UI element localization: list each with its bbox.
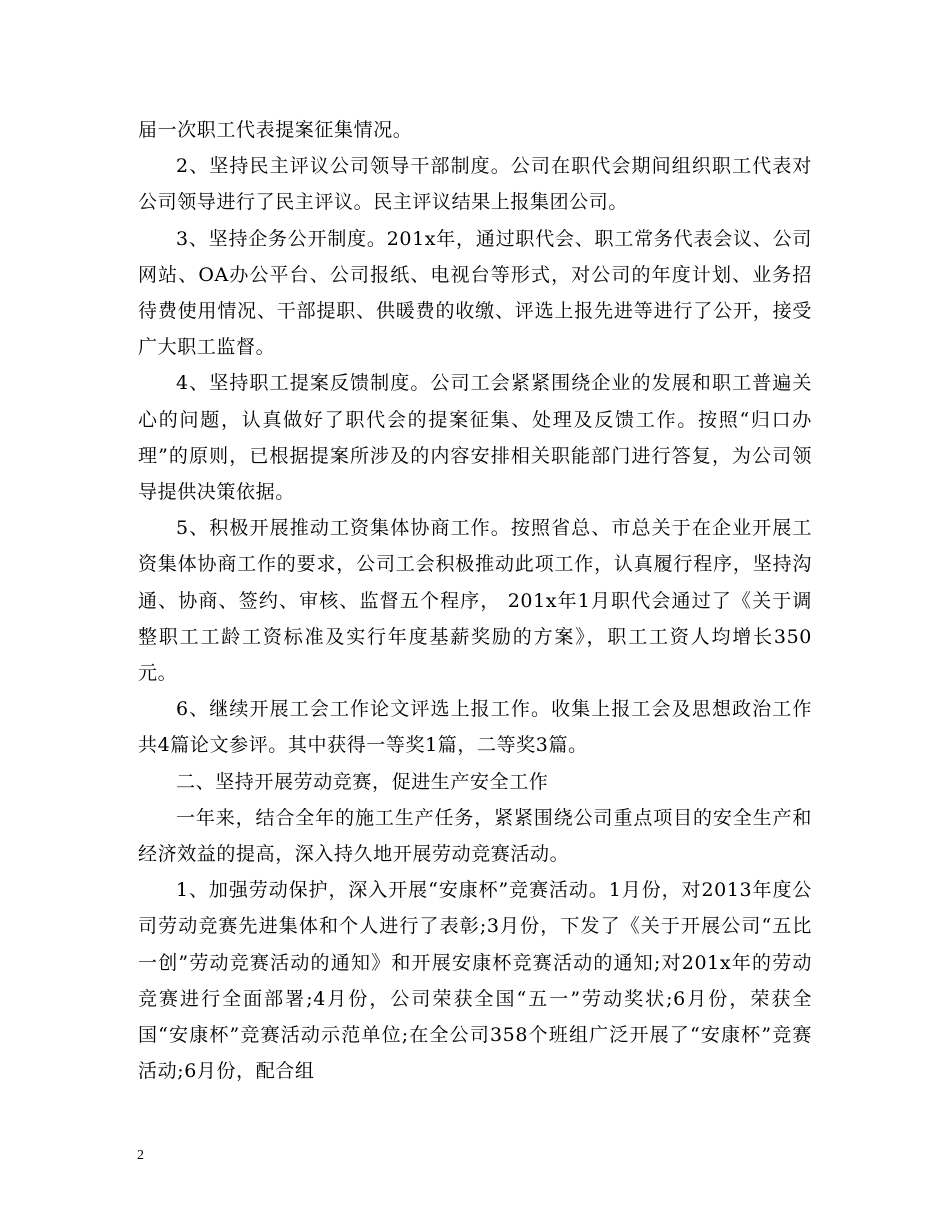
section-heading: 二、坚持开展劳动竞赛，促进生产安全工作 — [176, 770, 549, 793]
page-number: 2 — [137, 1148, 144, 1163]
paragraph-item-2: 2、坚持民主评议公司领导干部制度。公司在职代会期间组织职工代表对公司领导进行了民主评议。民主评议结果上报集团公司。 — [138, 155, 812, 214]
paragraph-continuation: 届一次职工代表提案征集情况。 — [138, 119, 413, 141]
paragraph-item-4: 4、坚持职工提案反馈制度。公司工会紧紧围绕企业的发展和职工普遍关心的问题，认真做好了职代会的提案征集、处理及反馈工作。按照“归口办理”的原则，已根据提案所涉及的内容安排相关职能部门进行答复，为公司领导提供决策依据。 — [138, 372, 812, 504]
document-body — [138, 112, 812, 1089]
paragraph-intro: 一年来，结合全年的施工生产任务，紧紧围绕公司重点项目的安全生产和经济效益的提高，深入持久地开展劳动竞赛活动。 — [138, 806, 812, 866]
paragraph-item-5: 5、积极开展推动工资集体协商工作。按照省总、市总关于在企业开展工资集体协商工作的要求，公司工会积极推动此项工作，认真履行程序，坚持沟通、协商、签约、审核、监督五个程序， 201x年1月职代会通过了《关于调整职工工龄工资标准及实行年度基薪奖励的方案》，职工工资人均增长350元。 — [138, 517, 812, 685]
paragraph-item-6: 6、继续开展工会工作论文评选上报工作。收集上报工会及思想政治工作共4篇论文参评。其中获得一等奖1篇，二等奖3篇。 — [138, 698, 812, 757]
paragraph-item-1: 1、加强劳动保护，深入开展“安康杯”竞赛活动。1月份，对2013年度公司劳动竞赛先进集体和个人进行了表彰;3月份，下发了《关于开展公司“五比一创”劳动竞赛活动的通知》和开展安康杯竞赛活动的通知;对201x年的劳动竞赛进行全面部署;4月份，公司荣获全国“五一”劳动奖状;6月份，荣获全国“安康杯”竞赛活动示范单位;在全公司358个班组广泛开展了“安康杯”竞赛活动;6月份，配合组 — [138, 879, 812, 1083]
paragraph-item-3: 3、坚持企务公开制度。201x年，通过职代会、职工常务代表会议、公司网站、OA办公平台、公司报纸、电视台等形式，对公司的年度计划、业务招待费使用情况、干部提职、供暖费的收缴、评选上报先进等进行了公开，接受广大职工监督。 — [138, 227, 812, 359]
